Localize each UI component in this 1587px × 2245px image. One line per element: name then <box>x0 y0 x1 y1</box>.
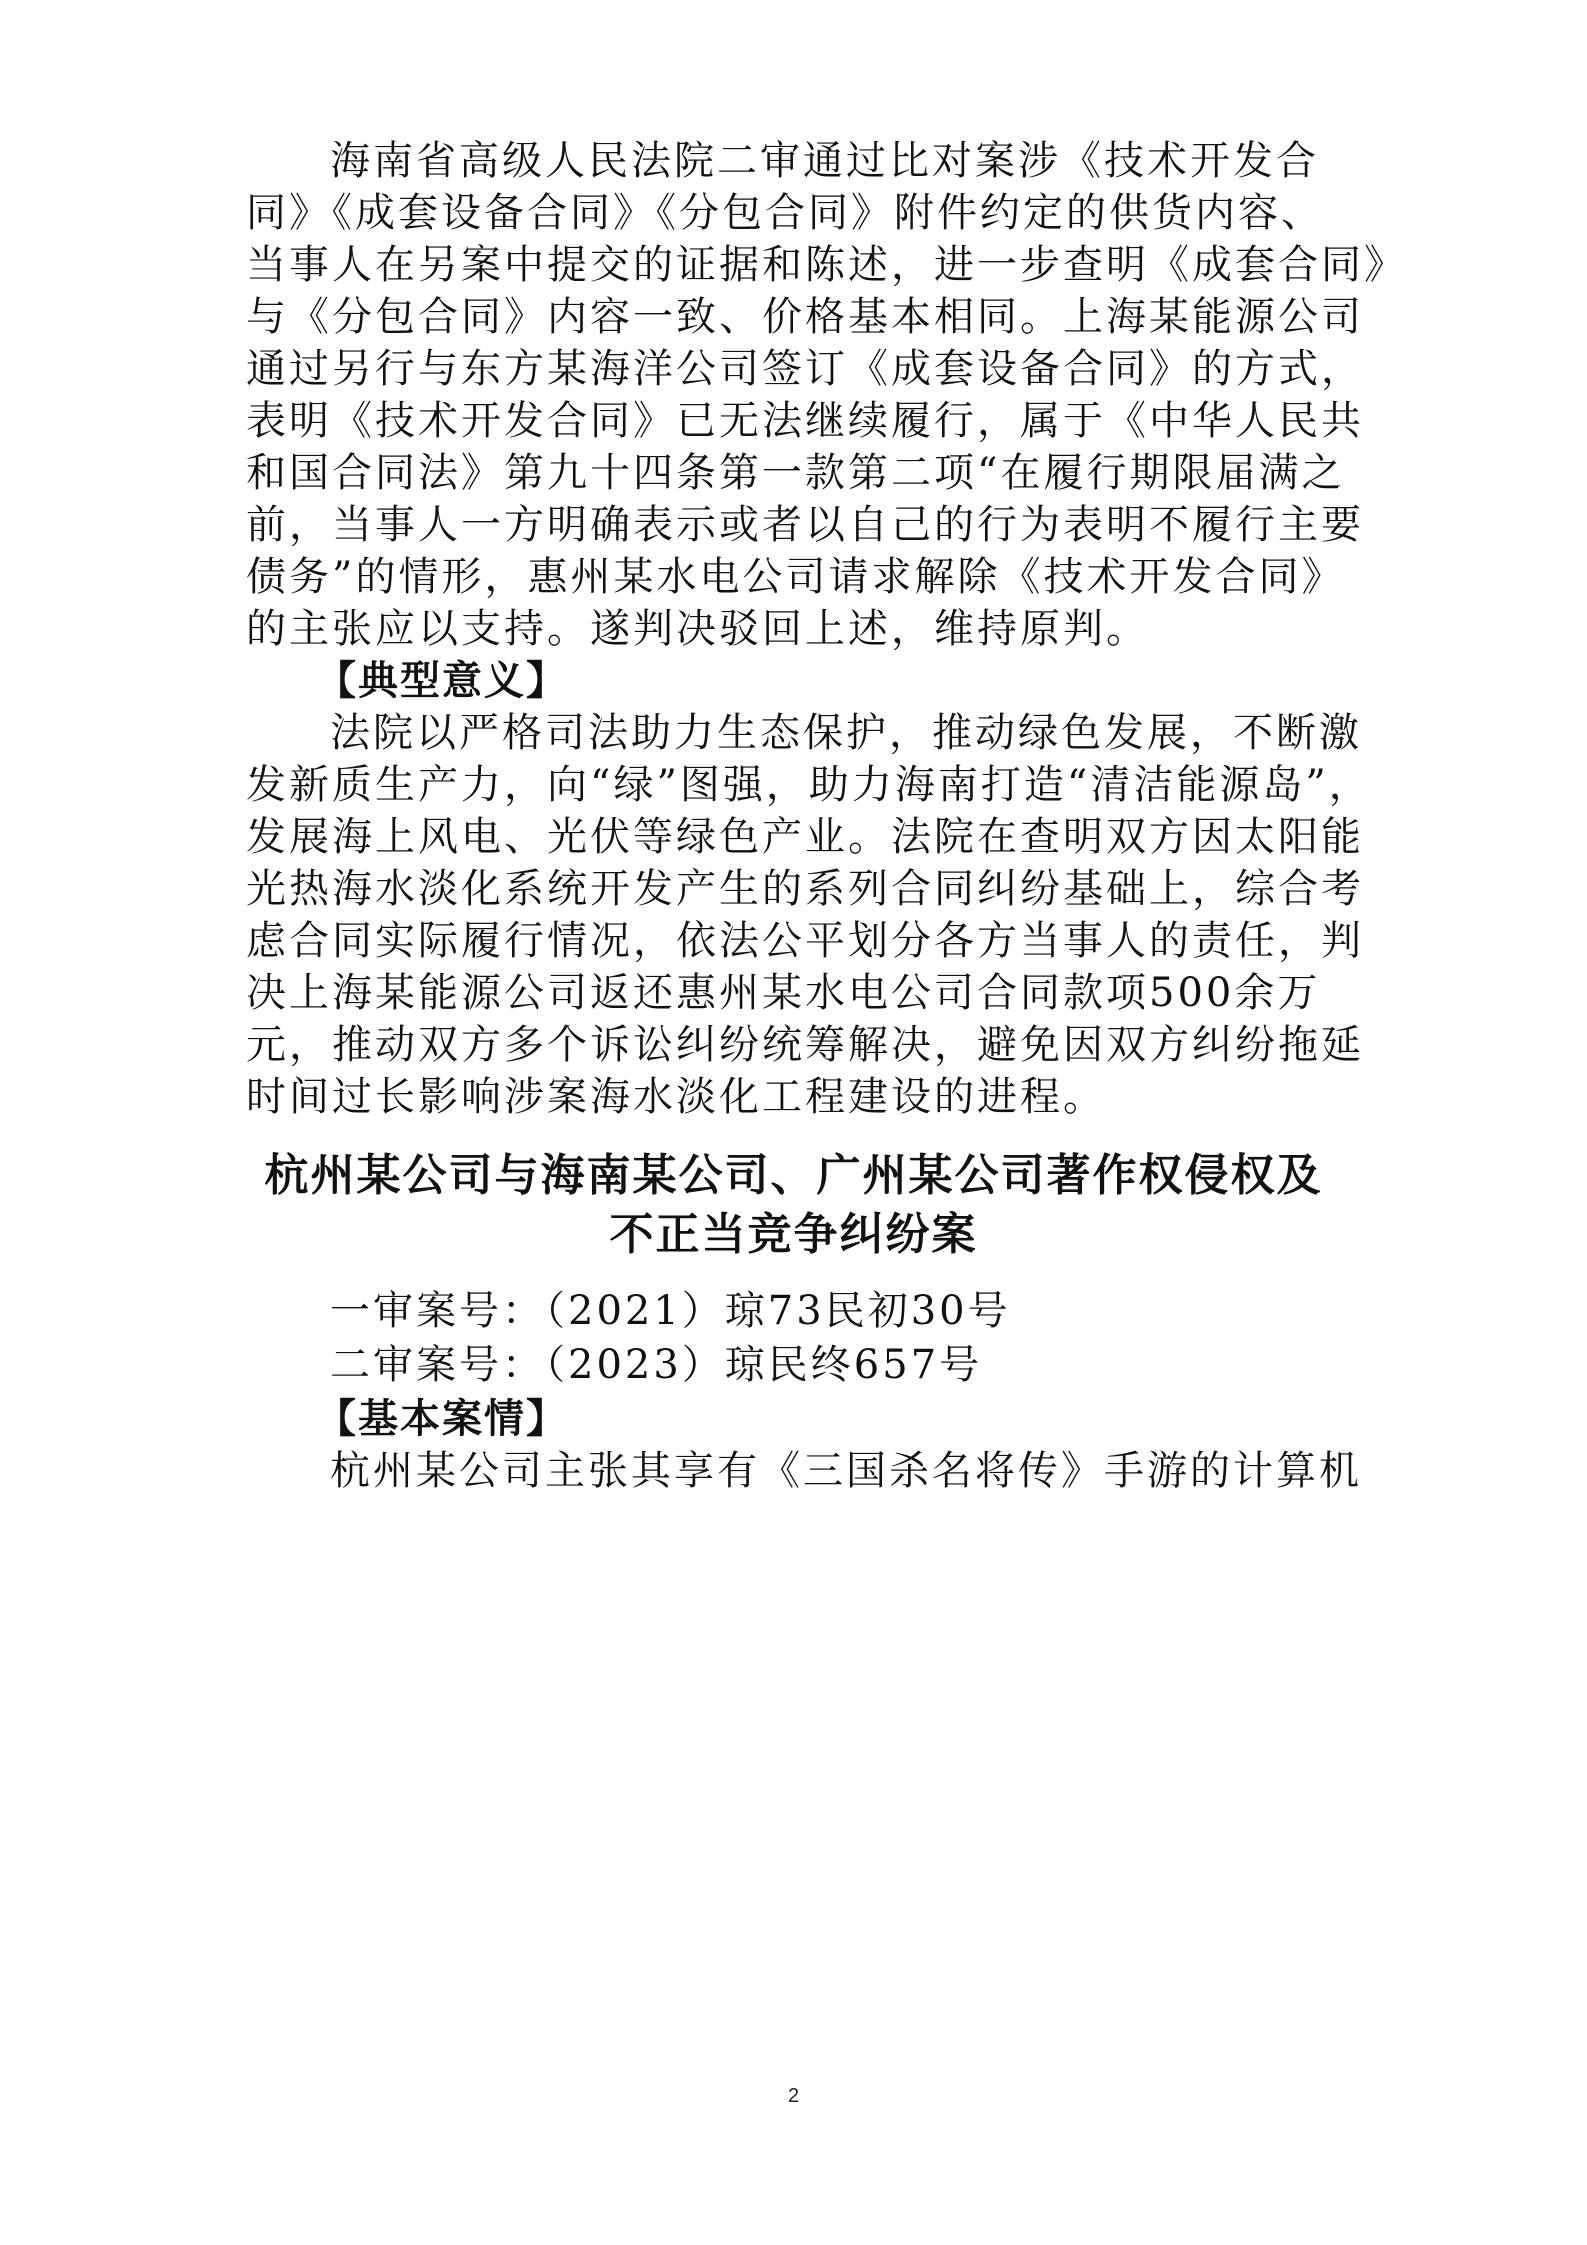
paragraph-line: 发新质生产力，向“绿”图强，助力海南打造“清洁能源岛”， <box>246 762 1372 808</box>
section-heading-basic-facts: 【基本案情】 <box>316 1396 568 1442</box>
paragraph-line: 表明《技术开发合同》已无法继续履行，属于《中华人民共 <box>246 398 1364 444</box>
paragraph-line: 与《分包合同》内容一致、价格基本相同。上海某能源公司 <box>246 294 1364 340</box>
paragraph-line: 元，推动双方多个诉讼纠纷统筹解决，避免因双方纠纷拖延 <box>246 1022 1364 1068</box>
page-number: 2 <box>787 2085 800 2107</box>
first-instance-case-number: 一审案号：（2021）琼73民初30号 <box>330 1288 1011 1334</box>
paragraph-line: 决上海某能源公司返还惠州某水电公司合同款项500余万 <box>246 970 1321 1016</box>
paragraph-line: 同》《成套设备合同》《分包合同》附件约定的供货内容、 <box>246 190 1324 236</box>
case-title-line-2: 不正当竞争纠纷案 <box>609 1209 978 1260</box>
paragraph-line: 法院以严格司法助力生态保护，推动绿色发展，不断激 <box>330 710 1362 756</box>
second-instance-case-number: 二审案号：（2023）琼民终657号 <box>330 1342 983 1388</box>
paragraph-line: 通过另行与东方某海洋公司签订《成套设备合同》的方式， <box>246 346 1364 392</box>
paragraph-line: 虑合同实际履行情况，依法公平划分各方当事人的责任，判 <box>246 918 1364 964</box>
paragraph-line: 债务”的情形，惠州某水电公司请求解除《技术开发合同》 <box>246 554 1345 600</box>
section-heading-significance: 【典型意义】 <box>316 658 568 704</box>
paragraph-line: 和国合同法》第九十四条第一款第二项“在履行期限届满之 <box>246 450 1345 496</box>
paragraph-line: 发展海上风电、光伏等绿色产业。法院在查明双方因太阳能 <box>246 814 1364 860</box>
paragraph-line: 杭州某公司主张其享有《三国杀名将传》手游的计算机 <box>330 1448 1362 1494</box>
paragraph-line: 海南省高级人民法院二审通过比对案涉《技术开发合 <box>330 138 1319 184</box>
paragraph-line: 的主张应以支持。遂判决驳回上述，维持原判。 <box>246 606 1149 652</box>
paragraph-line: 前，当事人一方明确表示或者以自己的行为表明不履行主要 <box>246 502 1364 548</box>
case-title-line-1: 杭州某公司与海南某公司、广州某公司著作权侵权及 <box>264 1150 1323 1201</box>
paragraph-line: 光热海水淡化系统开发产生的系列合同纠纷基础上，综合考 <box>246 866 1364 912</box>
paragraph-line: 当事人在另案中提交的证据和陈述，进一步查明《成套合同》 <box>246 242 1407 288</box>
paragraph-line: 时间过长影响涉案海水淡化工程建设的进程。 <box>246 1074 1106 1120</box>
